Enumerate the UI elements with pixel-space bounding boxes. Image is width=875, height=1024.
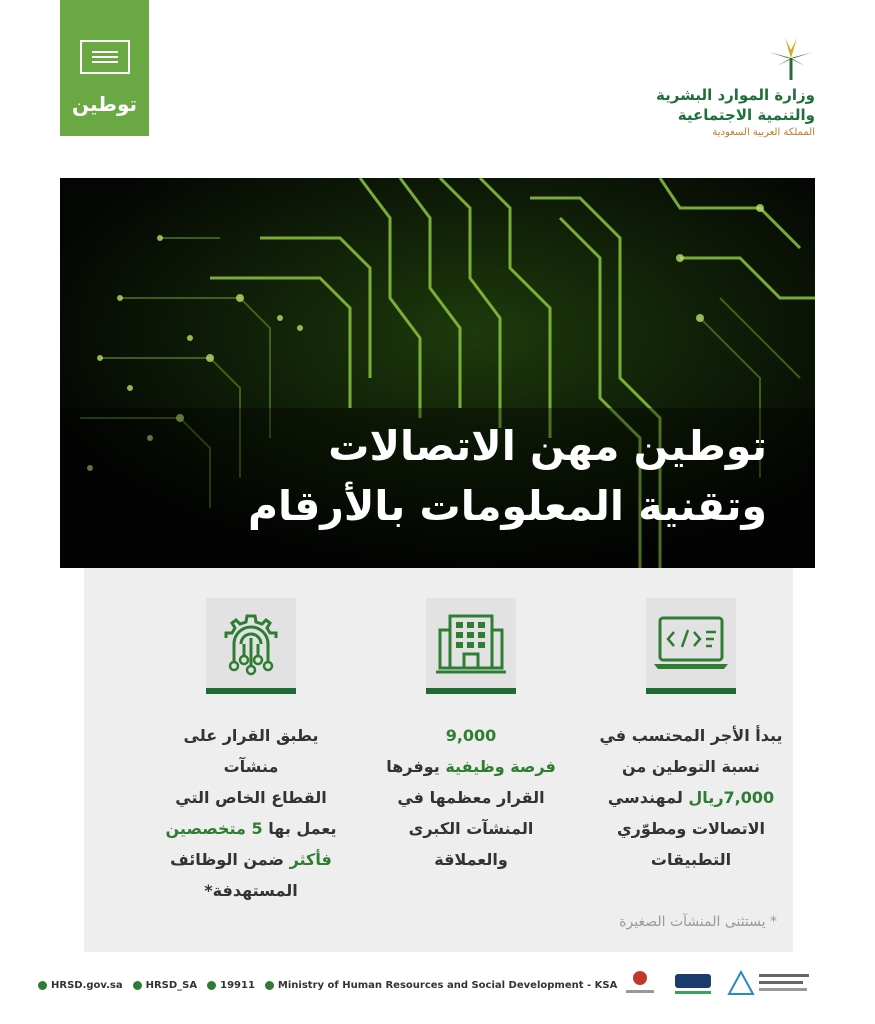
wage-target: لمهندسي [607,788,683,807]
scope-text [156,720,346,906]
gear-circuit-icon [206,598,296,694]
jobs-column [376,598,566,875]
wage-line1: يبدأ الأجر المحتسب في [599,726,783,745]
hadaf-logo-icon [671,968,715,998]
mcit-logo-icon [725,968,815,998]
scope-line3 [156,813,346,844]
jobs-number: 9,000 [445,726,497,745]
linkedin-link[interactable]: Ministry of Human Resources and Social Development - KSA [265,980,617,991]
tag-label: توطين [71,92,138,116]
jobs-line5: والعملاقة [434,850,508,869]
ministry-logo [655,36,815,136]
jobs-highlight: فرصة وظيفية [445,757,556,776]
wage-line5: التطبيقات [650,850,732,869]
scope-column [156,598,346,906]
ministry-name-line2: والتنمية الاجتماعية [677,106,815,124]
hero-title-line1: توطين مهن الاتصالات [328,422,767,470]
jobs-line2 [376,751,566,782]
wage-line4: الاتصالات ومطوّري [616,819,766,838]
scope-line1: يطبق القرار على منشآت [183,726,319,776]
saudi-flag-icon [80,40,130,74]
scope-count: 5 متخصصين [165,819,263,838]
wage-line3 [596,782,786,813]
jobs-text [376,720,566,875]
scope-works: يعمل بها [268,819,337,838]
tawteen-tag [60,0,149,136]
scope-more: فأكثر [289,850,332,869]
ministry-name-line1: وزارة الموارد البشرية [656,86,815,104]
scope-line4 [156,844,346,875]
jobs-provides: يوفرها [386,757,440,776]
laptop-code-icon [646,598,736,694]
scope-line2: القطاع الخاص التي [175,788,327,807]
hero-banner [60,178,815,568]
footnote: * يستثنى المنشآت الصغيرة [619,914,777,930]
snapchat-twitter-icon [133,981,142,990]
social-handle[interactable]: HRSD_SA [133,980,198,991]
wage-column [596,598,786,875]
chambers-logo-icon [620,968,660,998]
jobs-line4: المنشآت الكبرى [408,819,534,838]
scope-line5: المستهدفة* [204,881,298,900]
linkedin-icon [265,981,274,990]
hero-title [248,416,767,536]
website-link[interactable]: HRSD.gov.sa [38,980,123,991]
footer-contacts [38,976,618,994]
jobs-line3: القرار معظمها في [397,788,545,807]
building-icon [426,598,516,694]
phone-icon [207,981,216,990]
phone-number[interactable]: 19911 [207,980,255,991]
partner-logos [620,966,815,1000]
wage-amount: 7,000ريال [688,788,775,807]
hero-title-line2: وتقنية المعلومات بالأرقام [248,482,767,530]
ministry-country: المملكة العربية السعودية [712,127,815,138]
wage-text [596,720,786,875]
globe-icon [38,981,47,990]
scope-within: ضمن الوظائف [170,850,284,869]
palm-logo-icon [767,36,815,82]
wage-line2: نسبة التوطين من [621,757,761,776]
info-panel [84,568,793,952]
